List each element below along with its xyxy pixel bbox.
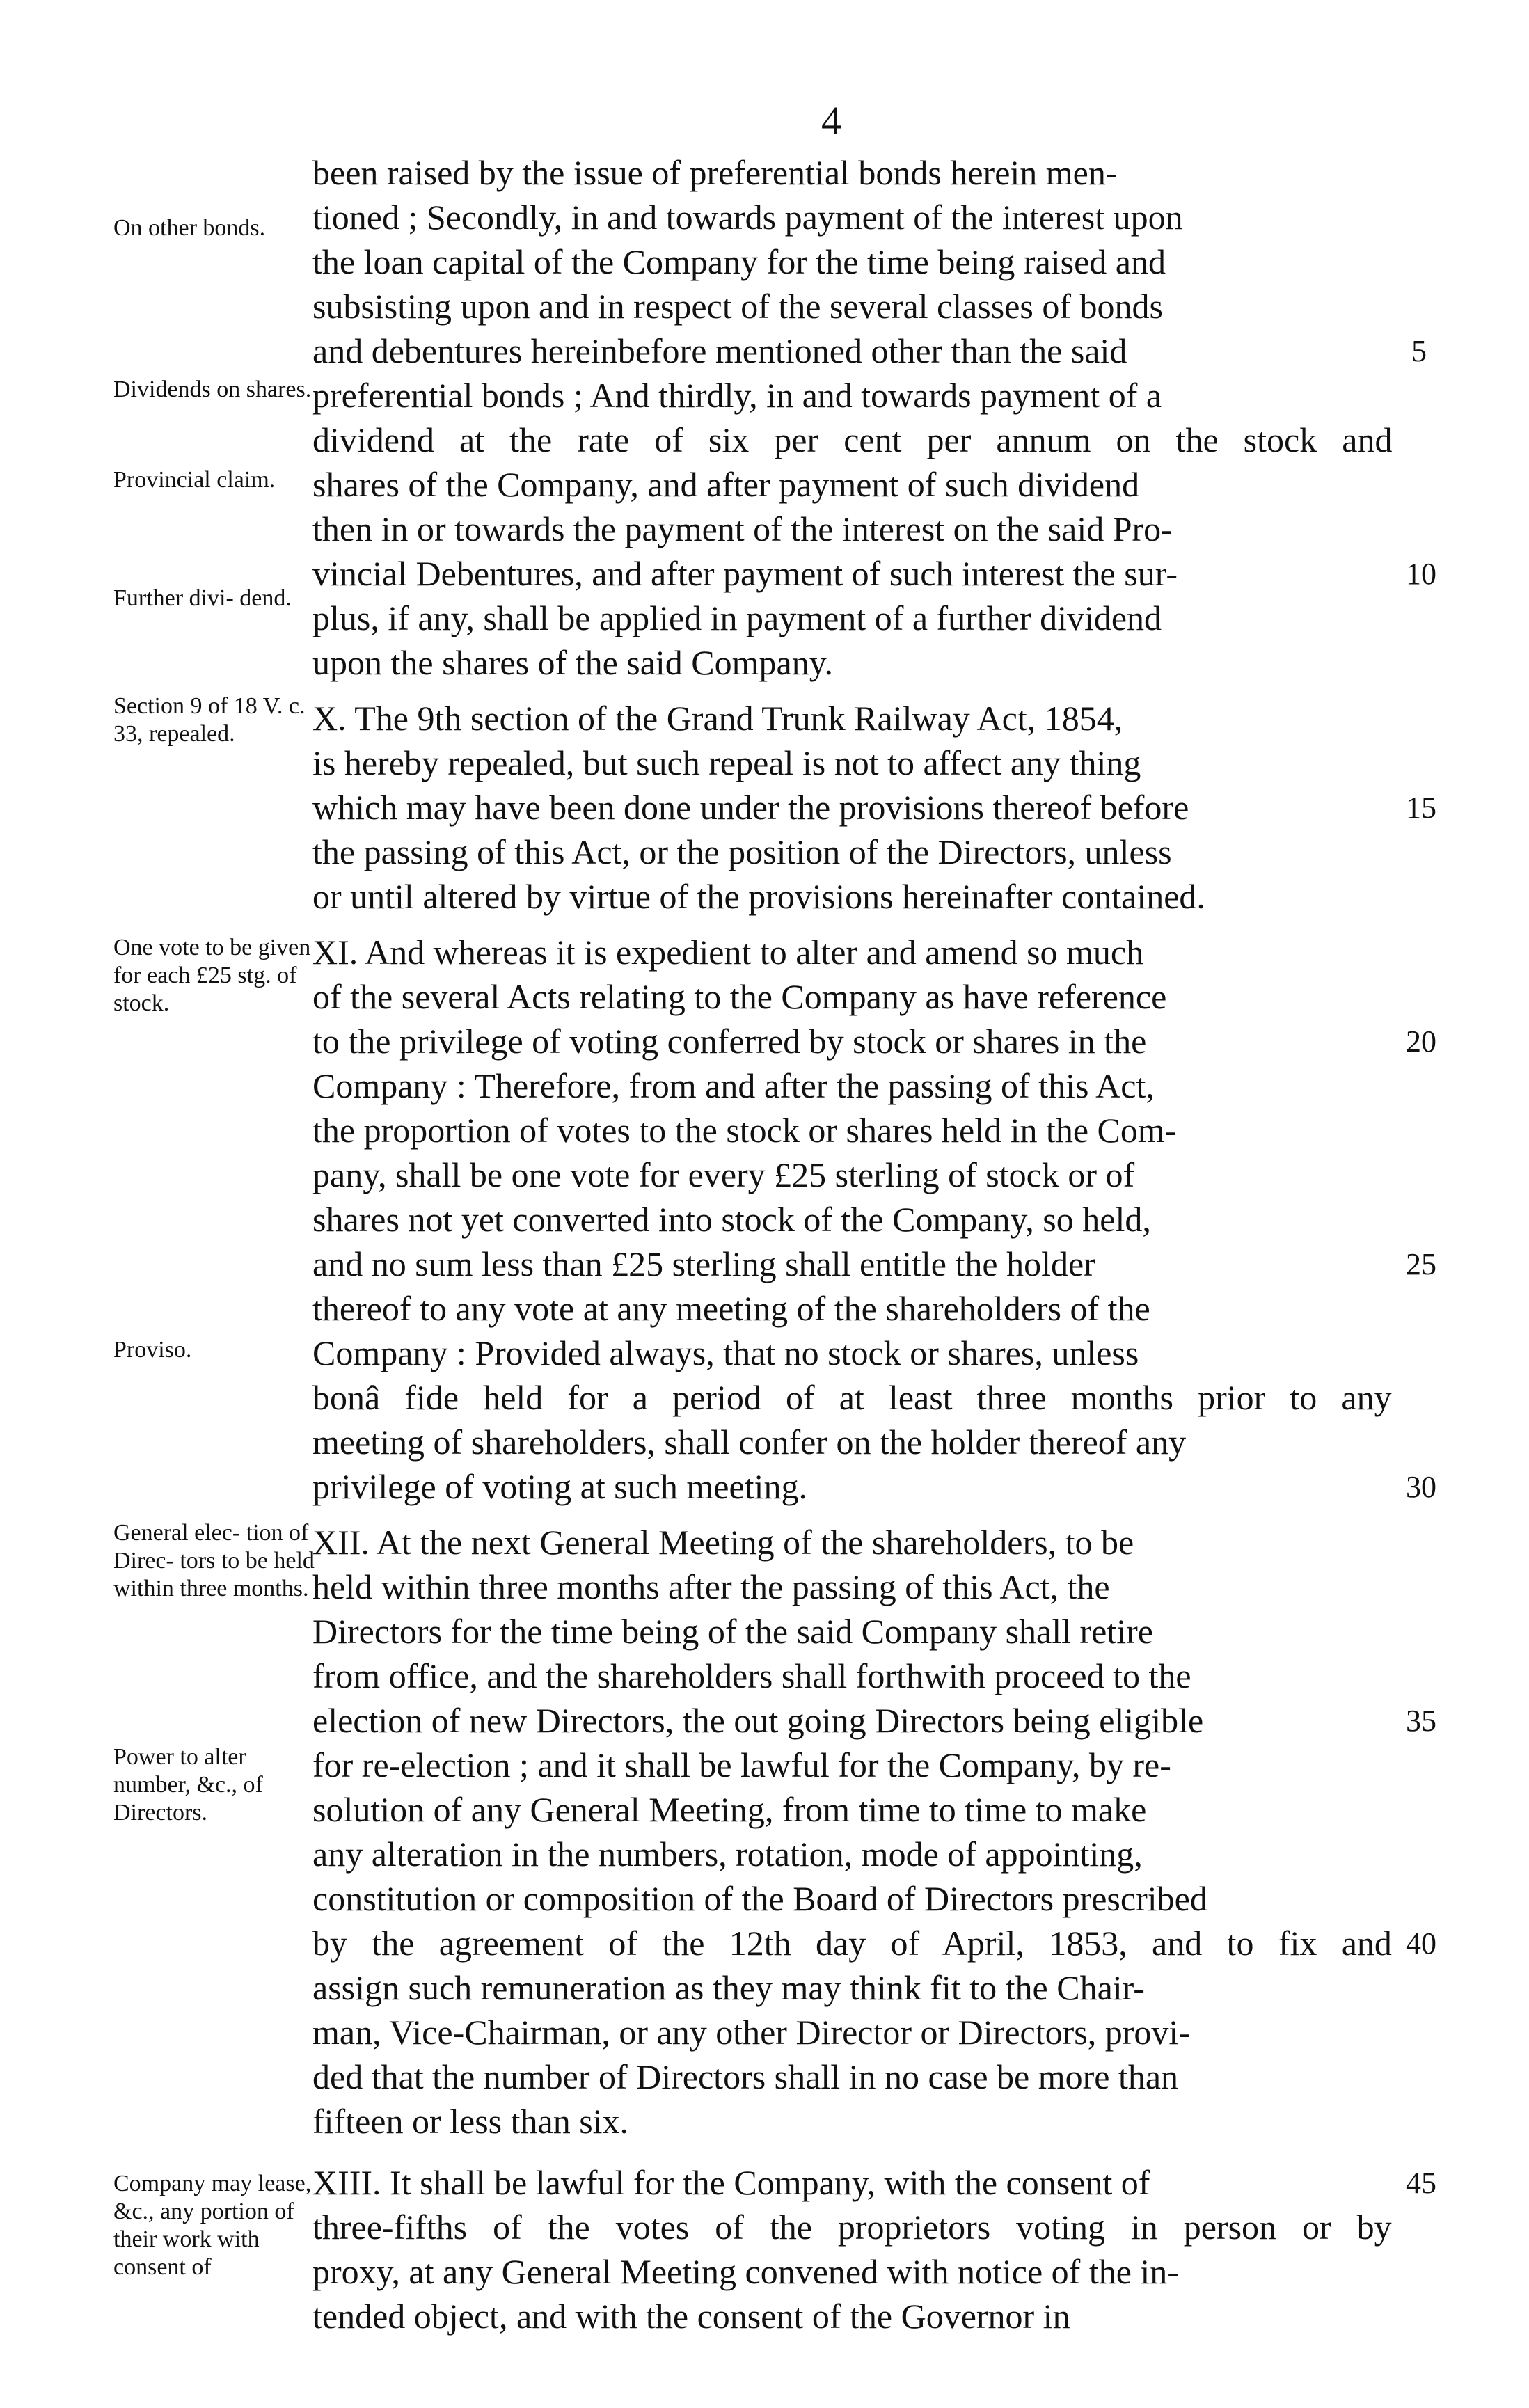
text-line-content: which may have been done under the provisions thereof before <box>312 788 1189 827</box>
text-line-content: subsisting upon and in respect of the several classes of bonds <box>312 287 1163 326</box>
text-line <box>312 696 1392 740</box>
text-line <box>312 1420 1392 1464</box>
line-number: 40 <box>1406 1926 1436 1961</box>
text-line-content: the loan capital of the Company for the time being raised and <box>312 242 1166 281</box>
text-line-content: XI. And whereas it is expedient to alter and amend so much <box>312 933 1144 972</box>
text-line <box>312 239 1392 284</box>
text-line-content: privilege of voting at such meeting. <box>312 1467 807 1506</box>
line-number: 45 <box>1406 2166 1436 2200</box>
text-line-content: for re-election ; and it shall be lawful for the Company, by re- <box>312 1745 1171 1784</box>
text-line-content: fifteen or less than six. <box>312 2102 629 2141</box>
text-line-content: the proportion of votes to the stock or shares held in the Com- <box>312 1111 1177 1150</box>
text-line-content: assign such remuneration as they may think fit to the Chair- <box>312 1968 1145 2007</box>
text-line <box>312 1565 1392 1609</box>
text-line <box>312 640 1392 685</box>
text-line <box>312 830 1392 874</box>
text-line <box>312 1965 1392 2010</box>
margin-note: Provincial claim. <box>113 467 276 493</box>
text-line <box>312 974 1392 1019</box>
text-line-content: upon the shares of the said Company. <box>312 643 833 682</box>
text-line <box>312 2249 1392 2294</box>
text-line-content: pany, shall be one vote for every £25 sterling of stock or of <box>312 1155 1135 1194</box>
text-line-content: Company : Therefore, from and after the passing of this Act, <box>312 1066 1155 1105</box>
text-line-content: or until altered by virtue of the provisions hereinafter contained. <box>312 877 1205 916</box>
text-line-content: and debentures hereinbefore mentioned other than the said <box>312 331 1127 370</box>
text-line <box>312 462 1392 507</box>
text-line-content: the passing of this Act, or the position of the Directors, unless <box>312 832 1172 871</box>
text-line-content: shares not yet converted into stock of the Company, so held, <box>312 1200 1151 1239</box>
text-line-content: dividend at the rate of six per cent per annum on the stock and <box>312 420 1393 459</box>
text-line-content: Directors for the time being of the said Company shall retire <box>312 1612 1153 1651</box>
text-line-content: any alteration in the numbers, rotation, mode of appointing, <box>312 1835 1143 1874</box>
text-line-content: shares of the Company, and after payment of such dividend <box>312 465 1140 504</box>
text-line <box>312 373 1392 418</box>
text-line-content: constitution or composition of the Board of Directors prescribed <box>312 1879 1207 1918</box>
text-line-content: thereof to any vote at any meeting of the shareholders of the <box>312 1289 1150 1328</box>
text-line-content: then in or towards the payment of the interest on the said Pro- <box>312 509 1173 548</box>
text-line <box>312 596 1392 640</box>
line-number: 35 <box>1406 1704 1436 1738</box>
text-line-content: man, Vice-Chairman, or any other Director or Directors, provi- <box>312 2013 1190 2052</box>
text-line-content: to the privilege of voting conferred by stock or shares in the <box>312 1022 1147 1061</box>
text-line <box>312 1464 1392 1509</box>
text-line-content: plus, if any, shall be applied in payment of a further dividend <box>312 599 1162 637</box>
margin-note: Company may lease, &c., any portion of their work with consent of <box>113 2171 312 2280</box>
text-line <box>312 284 1392 328</box>
margin-note: Power to alter number, &c., of Directors. <box>113 1744 263 1825</box>
text-line <box>312 551 1392 596</box>
text-line-content: Company : Provided always, that no stock or shares, unless <box>312 1333 1139 1372</box>
text-line <box>312 1152 1392 1197</box>
text-line-content: bonâ fide held for a period of at least three months prior to any <box>312 1378 1392 1417</box>
text-line-content: XII. At the next General Meeting of the shareholders, to be <box>312 1523 1134 1562</box>
text-line <box>312 2054 1392 2099</box>
text-line <box>312 1609 1392 1654</box>
margin-note: Further divi- dend. <box>113 585 292 611</box>
margin-note: One vote to be given for each £25 stg. of stock. <box>113 935 311 1016</box>
text-line <box>312 874 1392 919</box>
margin-note: Proviso. <box>113 1337 192 1363</box>
text-line-content: is hereby repealed, but such repeal is not to affect any thing <box>312 743 1141 782</box>
text-line-content: vincial Debentures, and after payment of such interest the sur- <box>312 554 1178 593</box>
text-line-content: solution of any General Meeting, from time to time to make <box>312 1790 1147 1829</box>
text-line <box>312 195 1392 239</box>
text-line-content: XIII. It shall be lawful for the Company, with the consent of <box>312 2163 1150 2202</box>
line-number: 15 <box>1406 791 1436 825</box>
text-line-content: held within three months after the passing of this Act, the <box>312 1567 1110 1606</box>
text-line-content: three-fifths of the votes of the proprietors voting in person or by <box>312 2208 1392 2247</box>
line-number: 30 <box>1406 1470 1436 1504</box>
text-line-content: proxy, at any General Meeting convened with notice of the in- <box>312 2252 1179 2291</box>
text-line <box>312 1375 1392 1420</box>
margin-note: Dividends on shares. <box>113 377 312 402</box>
text-line <box>312 1876 1392 1921</box>
text-line <box>312 1654 1392 1698</box>
text-line-content: tioned ; Secondly, in and towards payment of the interest upon <box>312 198 1183 237</box>
text-line-content: X. The 9th section of the Grand Trunk Railway Act, 1854, <box>312 699 1123 738</box>
text-line <box>312 1921 1392 1965</box>
text-line-content: preferential bonds ; And thirdly, in and towards payment of a <box>312 376 1162 415</box>
text-line <box>312 1242 1392 1286</box>
text-line <box>312 1698 1392 1743</box>
margin-note: Section 9 of 18 V. c. 33, repealed. <box>113 693 306 747</box>
text-line <box>312 1743 1392 1787</box>
text-line <box>312 785 1392 830</box>
text-line <box>312 1520 1392 1565</box>
text-line <box>312 1019 1392 1063</box>
text-line <box>312 1063 1392 1108</box>
text-line <box>312 1108 1392 1152</box>
text-line <box>312 930 1392 974</box>
text-line-content: tended object, and with the consent of the Governor in <box>312 2297 1070 2336</box>
text-line-content: by the agreement of the 12th day of April, 1853, and to fix and <box>312 1924 1392 1963</box>
margin-note: On other bonds. <box>113 215 266 241</box>
text-line <box>312 2160 1392 2205</box>
text-line <box>312 1331 1392 1375</box>
text-line <box>312 740 1392 785</box>
text-line-content: election of new Directors, the out going Directors being eligible <box>312 1701 1204 1740</box>
line-number: 10 <box>1406 557 1436 591</box>
text-line <box>312 1197 1392 1242</box>
text-line <box>312 328 1392 373</box>
text-line <box>312 1787 1392 1832</box>
text-line-content: meeting of shareholders, shall confer on the holder thereof any <box>312 1423 1187 1462</box>
text-line-content: of the several Acts relating to the Company as have reference <box>312 977 1167 1016</box>
text-line <box>312 507 1392 551</box>
line-number: 5 <box>1411 334 1427 368</box>
text-line-content: been raised by the issue of preferential bonds herein men- <box>312 153 1118 192</box>
text-line <box>312 2205 1392 2249</box>
margin-note: General elec- tion of Direc- tors to be held within three months. <box>113 1520 315 1601</box>
line-number: 25 <box>1406 1247 1436 1281</box>
text-line <box>312 2099 1392 2144</box>
text-line <box>312 1286 1392 1331</box>
text-line <box>312 2294 1392 2338</box>
text-line <box>312 418 1392 462</box>
page-number: 4 <box>821 98 841 143</box>
text-line <box>312 150 1392 195</box>
text-line-content: from office, and the shareholders shall forthwith proceed to the <box>312 1656 1191 1695</box>
text-line-content: ded that the number of Directors shall in no case be more than <box>312 2057 1179 2096</box>
line-number: 20 <box>1406 1024 1436 1059</box>
text-line <box>312 2010 1392 2054</box>
text-line <box>312 1832 1392 1876</box>
text-line-content: and no sum less than £25 sterling shall entitle the holder <box>312 1244 1095 1283</box>
